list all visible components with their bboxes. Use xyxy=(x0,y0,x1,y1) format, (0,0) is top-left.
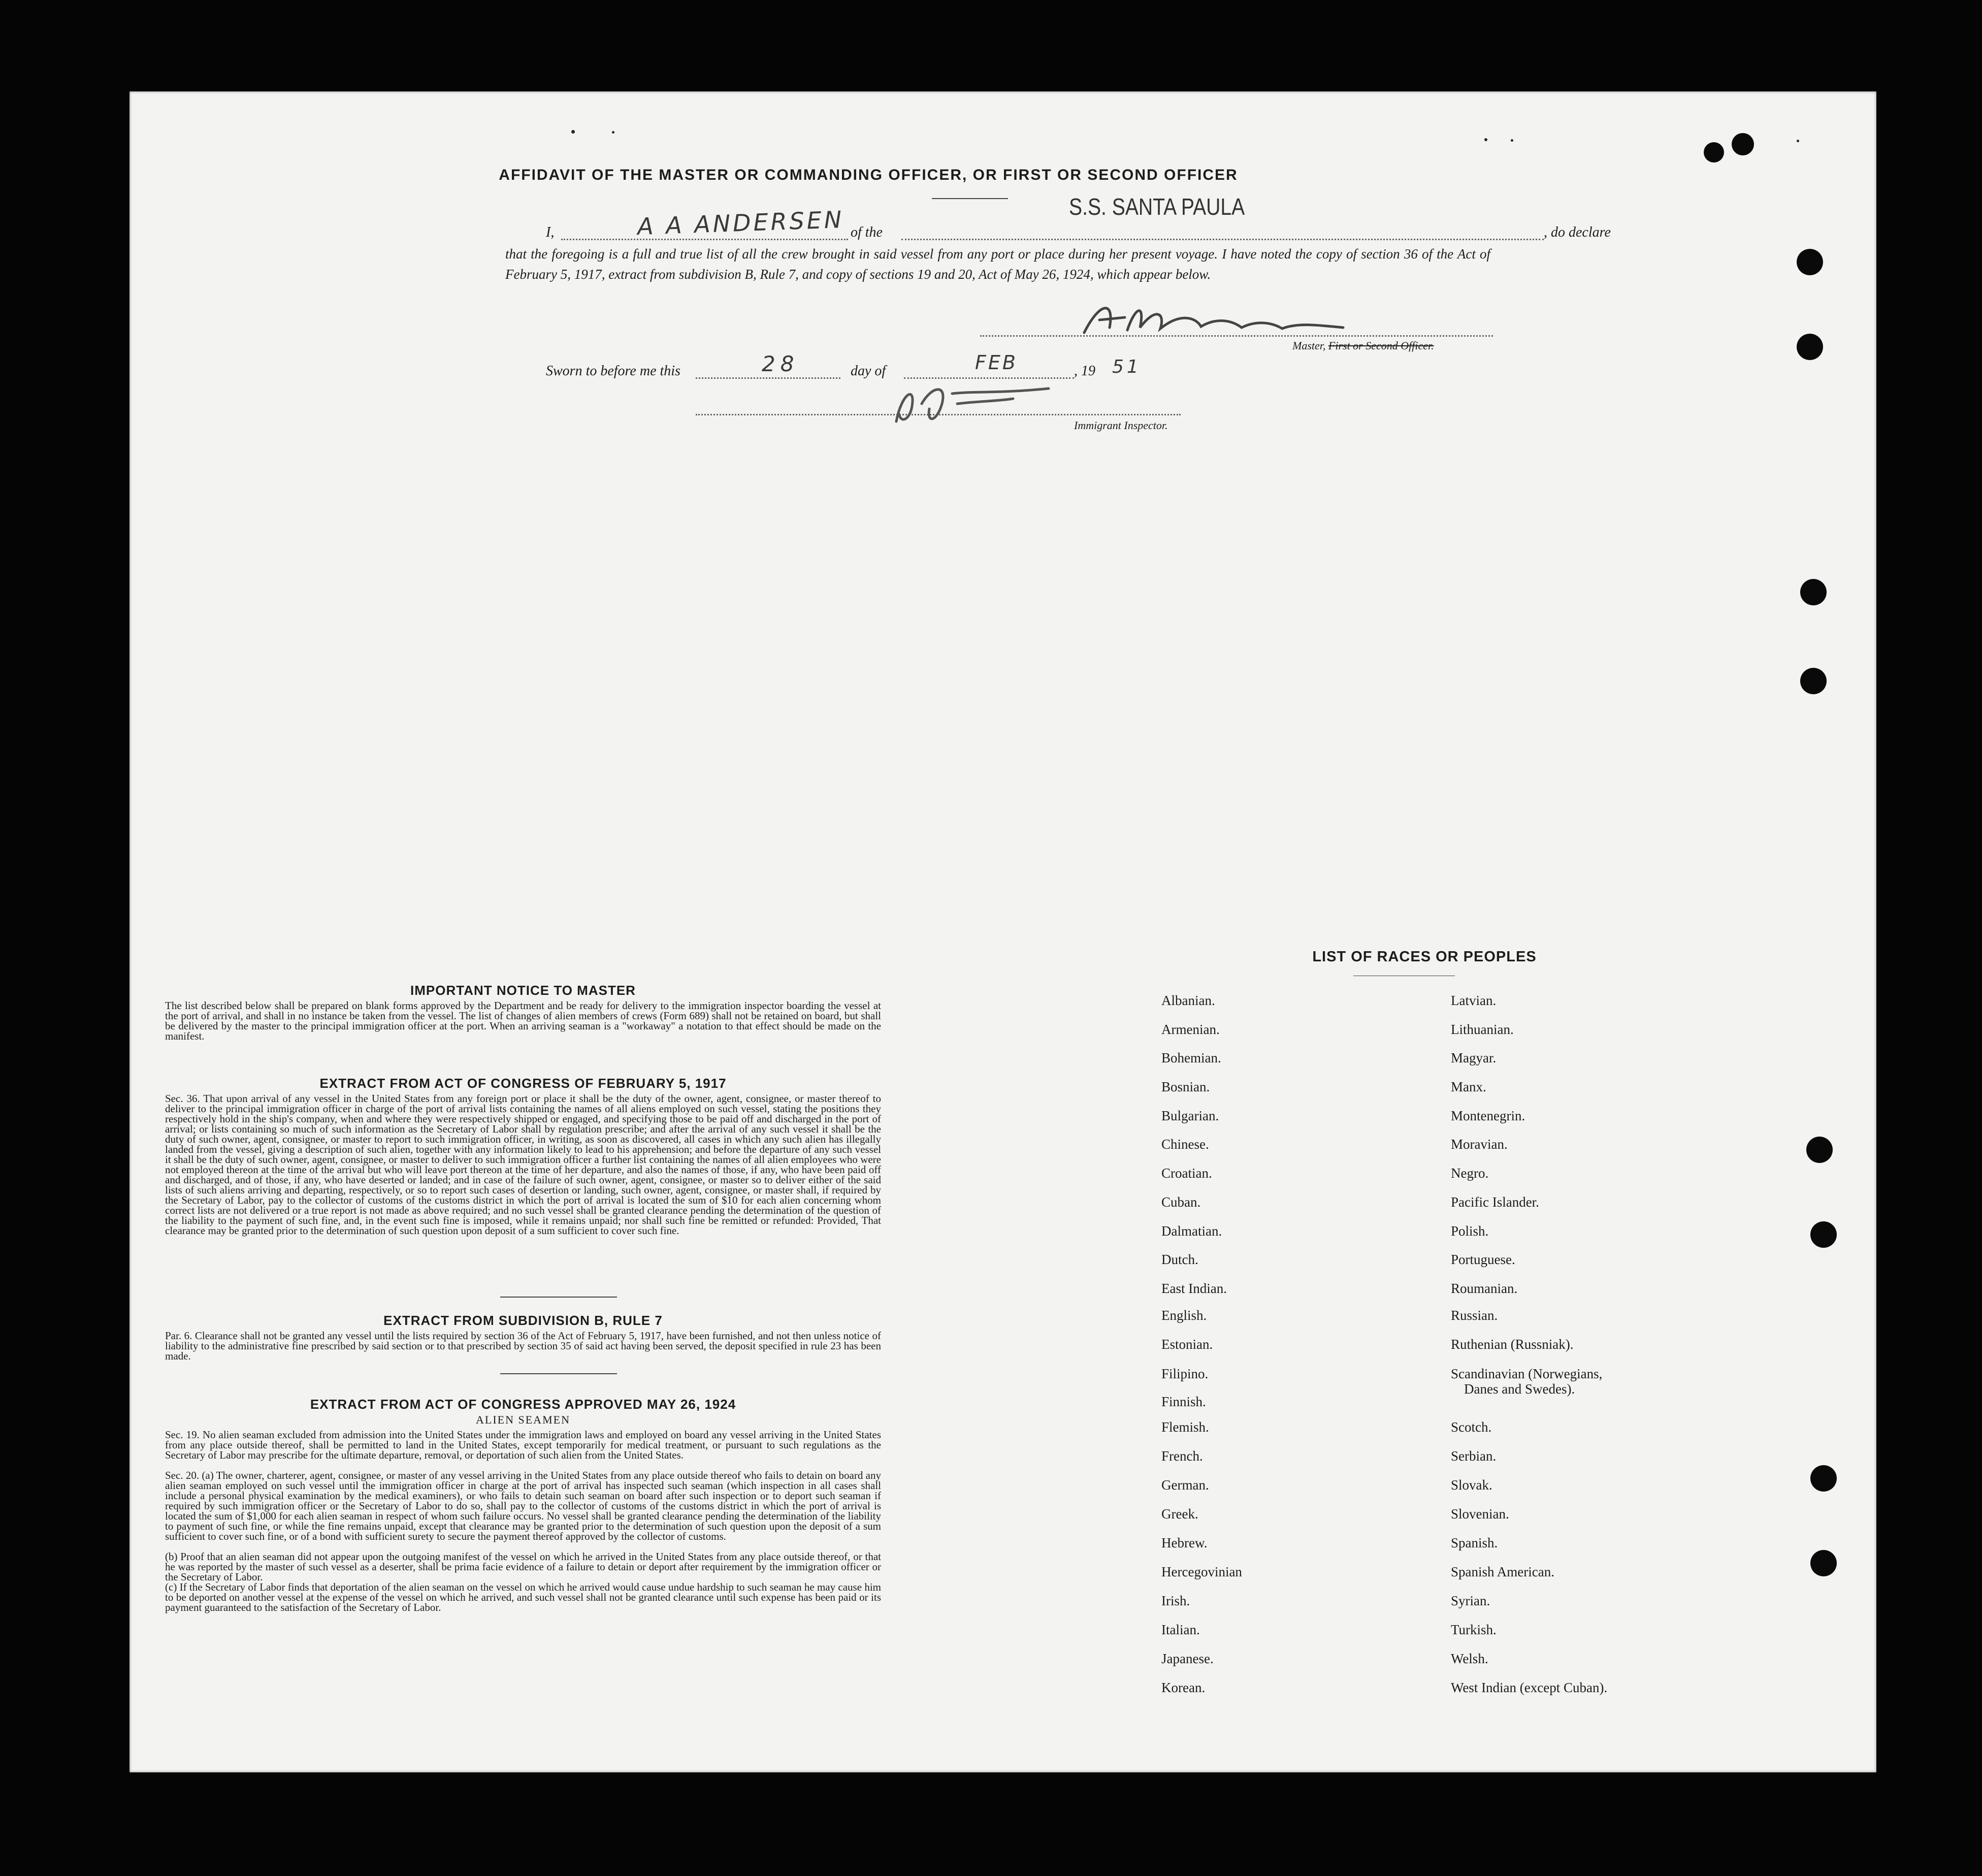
speck xyxy=(1797,140,1799,142)
race-item: Estonian. xyxy=(1161,1337,1213,1352)
race-item: Russian. xyxy=(1451,1308,1498,1323)
extract-1924-sec20a: Sec. 20. (a) The owner, charterer, agent, consignee, or master of any vessel arriving in the United States from any place outside thereof who fails to detain on board any alien seaman employed on such vessel until the immigration officer in charge at the port of arrival has inspected such seaman (which inspection in all cases shall include a personal physical examination by the medical examiners), or who fails to detain such seaman on board after such inspection or to deport such seaman if required by such immigration officer or the Secretary of Labor to do so, shall pay to the collector of customs of the customs district in which the port of arrival is located the sum of $1,000 for each alien seaman in respect of whom such failure occurs. No vessel shall be granted clearance pending the determination of the liability to payment of such fine, or while the fine remains unpaid, except that clearance may be granted prior to the determination of such question upon the deposit of a sum sufficient to cover such fine, or of a bond with sufficient surety to secure the payment thereof approved by the collector of customs. xyxy=(165,1469,881,1542)
punch-hole xyxy=(1704,142,1724,163)
race-item: Magyar. xyxy=(1451,1050,1497,1065)
sworn-day-handwritten: 28 xyxy=(762,351,799,376)
document-page xyxy=(129,91,1876,1772)
race-item: Hercegovinian xyxy=(1161,1564,1242,1579)
affidavit-prefix: I, xyxy=(546,224,555,240)
race-item: Negro. xyxy=(1451,1166,1489,1181)
race-item: Montenegrin. xyxy=(1451,1108,1525,1123)
race-item: Scandinavian (Norwegians, xyxy=(1451,1366,1603,1381)
race-item: Slovak. xyxy=(1451,1477,1492,1493)
affidavit-body: that the foregoing is a full and true list of all the crew brought in said vessel from any port or place during her present voyage. I have noted the copy of section 36 of the Act of February 5, 1917, extract from subdivision B, Rule 7, and copy of sections 19 and 20, Act of May 26, 1924, which appear below. xyxy=(505,246,1490,282)
master-signature-caption xyxy=(1292,339,1434,352)
vessel-name-stamp: S.S. SANTA PAULA xyxy=(1069,193,1245,220)
race-item: Welsh. xyxy=(1451,1651,1488,1666)
race-item: English. xyxy=(1161,1308,1207,1323)
sworn-label: Sworn to before me this xyxy=(546,363,680,379)
notice-title: IMPORTANT NOTICE TO MASTER xyxy=(410,983,636,998)
race-item: French. xyxy=(1161,1448,1203,1464)
extract-rule7-title: EXTRACT FROM SUBDIVISION B, RULE 7 xyxy=(383,1313,663,1328)
punch-hole xyxy=(1797,249,1823,275)
divider xyxy=(500,1297,617,1298)
race-item: Moravian. xyxy=(1451,1137,1508,1152)
name-line xyxy=(561,239,848,240)
race-item: Finnish. xyxy=(1161,1394,1206,1409)
race-item: Chinese. xyxy=(1161,1137,1209,1152)
sworn-month-handwritten: FEB xyxy=(975,351,1018,374)
race-item: Manx. xyxy=(1451,1079,1486,1094)
struck-officer-label: First or Second Officer. xyxy=(1328,339,1434,352)
sworn-day-line xyxy=(696,377,840,379)
punch-hole xyxy=(1797,334,1823,360)
race-item: Cuban. xyxy=(1161,1194,1201,1210)
of-the-label: of the xyxy=(851,224,883,240)
race-item: West Indian (except Cuban). xyxy=(1451,1680,1608,1695)
race-item: Armenian. xyxy=(1161,1022,1220,1037)
extract-1924-sec19: Sec. 19. No alien seaman excluded from admission into the United States under the immigration laws and employed on board any vessel arriving in the United States from any place outside thereof, shall be permitted to land in the United States, except temporarily for medical treatment, or pursuant to such regulations as the Secretary of Labor may prescribe for the ultimate departure, removal, or deportation of such alien from the United States. xyxy=(165,1429,881,1461)
affidavit-title: AFFIDAVIT OF THE MASTER OR COMMANDING OFFICER, OR FIRST OR SECOND OFFICER xyxy=(499,167,1238,183)
year-prefix: , 19 xyxy=(1074,363,1095,379)
title-underline xyxy=(932,198,1008,199)
punch-hole xyxy=(1810,1465,1837,1492)
inspector-signature xyxy=(886,373,1059,429)
race-item: Lithuanian. xyxy=(1451,1022,1514,1037)
race-item: Pacific Islander. xyxy=(1451,1194,1539,1210)
race-item: German. xyxy=(1161,1477,1209,1493)
race-item: Spanish. xyxy=(1451,1535,1498,1550)
race-item: Dalmatian. xyxy=(1161,1223,1222,1239)
punch-hole xyxy=(1732,133,1754,155)
race-item: Bosnian. xyxy=(1161,1079,1210,1094)
punch-hole xyxy=(1806,1137,1833,1163)
race-item: Bohemian. xyxy=(1161,1050,1221,1065)
punch-hole xyxy=(1810,1550,1837,1576)
punch-hole xyxy=(1800,668,1827,694)
master-signature xyxy=(1079,297,1363,343)
speck xyxy=(571,130,575,134)
punch-hole xyxy=(1800,579,1827,605)
speck xyxy=(612,131,614,134)
master-label: Master, xyxy=(1292,339,1328,352)
race-item: Dutch. xyxy=(1161,1252,1198,1267)
race-item: Danes and Swedes). xyxy=(1464,1381,1575,1397)
race-item: Filipino. xyxy=(1161,1366,1209,1381)
race-item: Turkish. xyxy=(1451,1622,1497,1637)
speck xyxy=(1511,139,1513,142)
extract-1924-sec20c: (c) If the Secretary of Labor finds that deportation of the alien seaman on the vessel on which he arrived would cause undue hardship to such seaman he may cause him to be deported on another vessel at the expense of the vessel on which he arrived, and such vessel shall not be granted clearance until such expense has been paid or its payment guaranteed to the satisfaction of the Secretary of Labor. xyxy=(165,1581,881,1613)
race-item: Flemish. xyxy=(1161,1419,1209,1435)
punch-hole xyxy=(1810,1221,1837,1248)
race-item: Syrian. xyxy=(1451,1593,1490,1608)
day-of-label: day of xyxy=(851,363,886,379)
extract-1917-title: EXTRACT FROM ACT OF CONGRESS OF FEBRUARY 5, 1917 xyxy=(319,1076,727,1091)
extract-1924-subtitle: ALIEN SEAMEN xyxy=(476,1413,570,1426)
extract-1924-title: EXTRACT FROM ACT OF CONGRESS APPROVED MAY 26, 1924 xyxy=(310,1397,736,1412)
race-item: Serbian. xyxy=(1451,1448,1497,1464)
race-item: Spanish American. xyxy=(1451,1564,1554,1579)
divider xyxy=(500,1373,617,1374)
race-item: Slovenian. xyxy=(1451,1506,1509,1522)
race-item: Hebrew. xyxy=(1161,1535,1208,1550)
race-item: Italian. xyxy=(1161,1622,1200,1637)
vessel-line xyxy=(901,239,1544,240)
races-title: LIST OF RACES OR PEOPLES xyxy=(1312,949,1537,965)
race-item: East Indian. xyxy=(1161,1281,1227,1296)
race-item: Roumanian. xyxy=(1451,1281,1518,1296)
do-declare-label: , do declare xyxy=(1544,224,1611,240)
race-item: Scotch. xyxy=(1451,1419,1492,1435)
speck xyxy=(1484,138,1487,141)
master-name-handwritten: A A ANDERSEN xyxy=(637,205,845,241)
race-item: Albanian. xyxy=(1161,993,1215,1008)
race-item: Bulgarian. xyxy=(1161,1108,1219,1123)
race-item: Korean. xyxy=(1161,1680,1206,1695)
race-item: Ruthenian (Russniak). xyxy=(1451,1337,1574,1352)
race-item: Greek. xyxy=(1161,1506,1198,1522)
race-item: Irish. xyxy=(1161,1593,1190,1608)
extract-1917-text: Sec. 36. That upon arrival of any vessel in the United States from any foreign port or place it shall be the duty of the owner, agent, consignee, or master thereof to deliver to the principal immigration officer in charge of the port of arrival lists containing the names of all aliens employed on such vessel, stating the positions they respectively hold in the ship's company, when and where they were respectively shipped or engaged, and specifying those to be paid off and discharged in the port of arrival; or lists containing so much of such information as the Secretary of Labor shall by regulation prescribe; and after the arrival of any such vessel it shall be the duty of such owner, agent, consignee, or master to report to such immigration officer, in writing, as soon as discovered, all cases in which any such alien has illegally landed from the vessel, giving a description of such alien, together with any information likely to lead to his apprehension; and before the departure of any such vessel it shall be the duty of such owner, agent, consignee, or master to deliver to such immigration officer a further list containing the names of all alien employees who were not employed thereon at the time of the arrival but who will leave port thereon at the time of her departure, and also the names of those, if any, who have been paid off and discharged, and of those, if any, who have deserted or landed; and in case of the failure of such owner, agent, consignee, or master so to deliver either of the said lists of such aliens arriving and departing, respectively, or so to report such cases of desertion or landing, such owner, agent, consignee, or master shall, if required by the Secretary of Labor, pay to the collector of customs of the customs district in which the port of arrival is located the sum of $10 for each alien concerning whom correct lists are not delivered or a true report is not made as above required; and no such vessel shall be granted clearance pending the determination of the question of the liability to the payment of such fine, and, in the event such fine is imposed, while it remains unpaid; nor shall such fine be remitted or refunded: Provided, That clearance may be granted prior to the determination of such question upon deposit of a sum sufficient to cover such fine. xyxy=(165,1092,881,1237)
extract-1924-sec20b: (b) Proof that an alien seaman did not appear upon the outgoing manifest of the vessel on which he arrived in the United States from any place outside thereof, or that he was reported by the master of such vessel as a deserter, shall be prima facie evidence of a failure to detain or deport after requirement by the immigration officer or the Secretary of Labor. xyxy=(165,1550,881,1583)
race-item: Portuguese. xyxy=(1451,1252,1515,1267)
race-item: Latvian. xyxy=(1451,993,1497,1008)
race-item: Polish. xyxy=(1451,1223,1489,1239)
race-item: Croatian. xyxy=(1161,1166,1212,1181)
notice-text: The list described below shall be prepared on blank forms approved by the Department and be ready for delivery to the immigration inspector boarding the vessel at the port of arrival, and shall in no instance be taken from the vessel. The list of changes of alien members of crews (Form 689) shall not be retained on board, but shall be delivered by the master to the principal immigration officer at the port. When an arriving seaman is a "workaway" a notation to that effect should be made on the manifest. xyxy=(165,999,881,1042)
race-item: Japanese. xyxy=(1161,1651,1214,1666)
year-handwritten: 51 xyxy=(1112,357,1142,377)
inspector-caption: Immigrant Inspector. xyxy=(1074,419,1168,432)
extract-rule7-text: Par. 6. Clearance shall not be granted any vessel until the lists required by section 36 of the Act of February 5, 1917, have been furnished, and not then unless notice of liability to the administrative fine prescribed by said section or to that prescribed by section 35 of said act having been served, the deposit specified in rule 23 has been made. xyxy=(165,1330,881,1362)
